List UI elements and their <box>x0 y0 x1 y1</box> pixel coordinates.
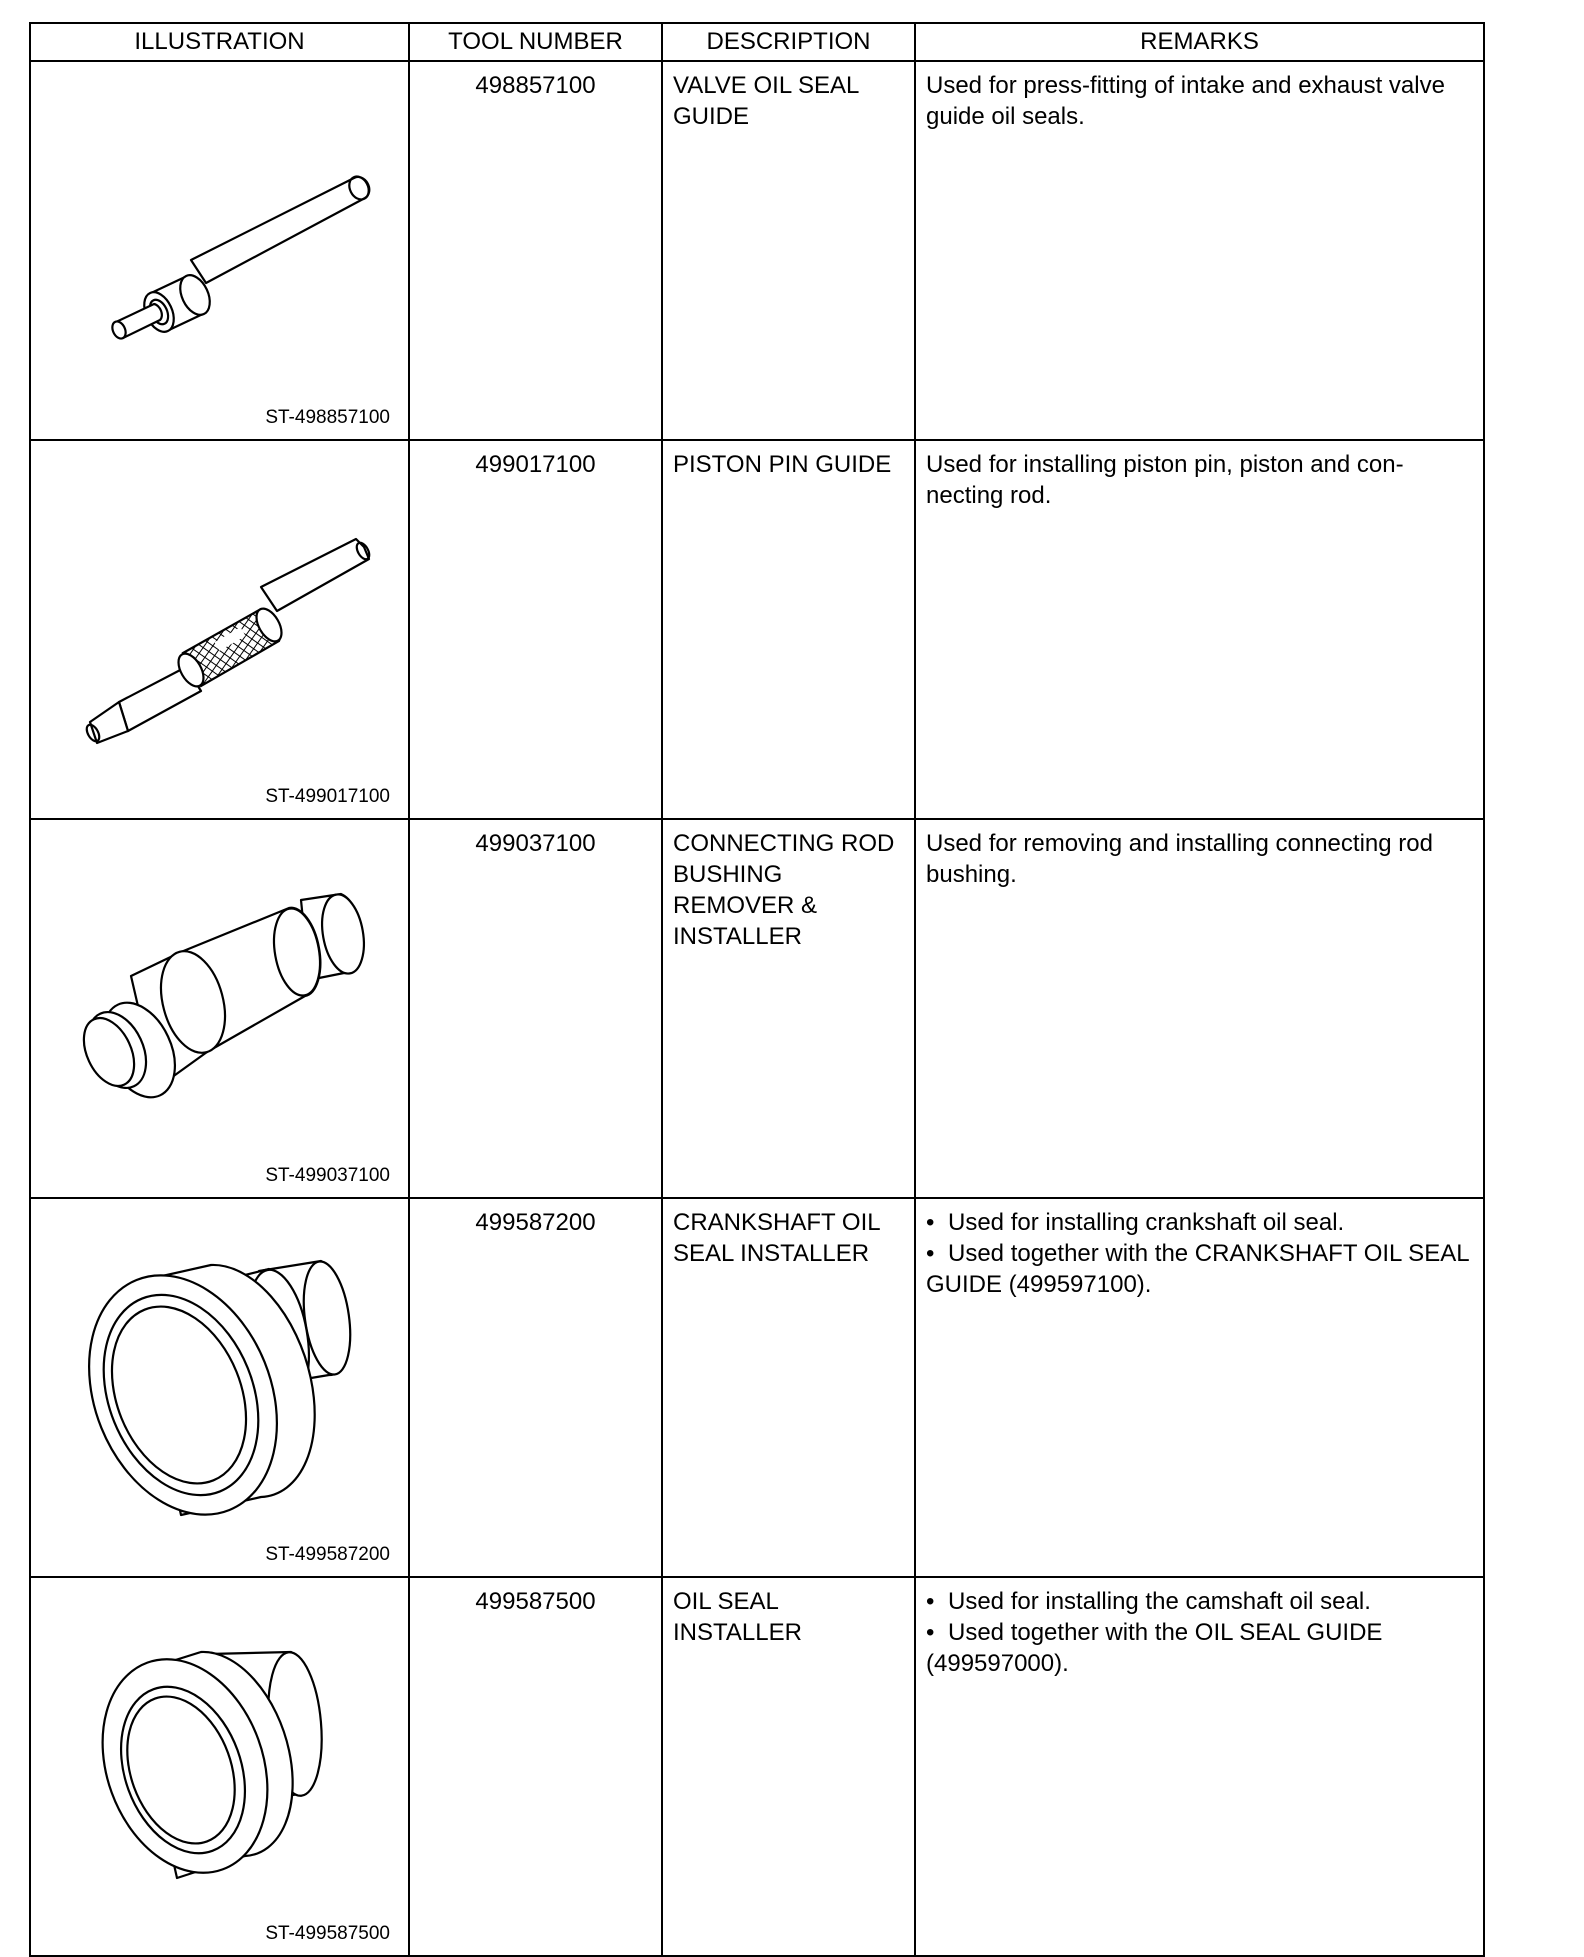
bullet: • <box>926 1588 935 1615</box>
bushing-remover-installer-illustration <box>31 820 408 1185</box>
header-description: DESCRIPTION <box>662 23 915 61</box>
description: CRANKSHAFT OIL SEAL INSTALLER <box>662 1198 915 1577</box>
remarks <box>915 1577 1484 1956</box>
remark-text: Used for installing the camshaft oil seal. <box>948 1588 1371 1615</box>
illustration-code: ST-499037100 <box>265 1165 390 1186</box>
list-item <box>926 1586 1471 1617</box>
oil-seal-installer-illustration <box>31 1578 408 1943</box>
list-item <box>926 1238 1471 1300</box>
illustration-cell <box>30 819 409 1198</box>
table-row <box>30 61 1484 440</box>
table-row <box>30 440 1484 819</box>
remarks <box>915 440 1484 819</box>
crankshaft-oil-seal-installer-illustration <box>31 1199 408 1564</box>
remark-text: Used for removing and installing connecting rod bushing. <box>926 830 1433 888</box>
tool-number: 499587500 <box>409 1577 662 1956</box>
bullet: • <box>926 1240 935 1267</box>
tool-number: 499017100 <box>409 440 662 819</box>
remark-text: Used together with the OIL SEAL GUIDE (499597000). <box>926 1619 1383 1677</box>
illustration-code: ST-499587500 <box>265 1923 390 1944</box>
illustration-cell <box>30 61 409 440</box>
remarks <box>915 1198 1484 1577</box>
special-tools-table <box>29 22 1485 1957</box>
illustration-code: ST-498857100 <box>265 407 390 428</box>
valve-oil-seal-guide-illustration <box>31 62 408 427</box>
header-illustration: ILLUSTRATION <box>30 23 409 61</box>
remark-text: Used for installing crankshaft oil seal. <box>948 1209 1345 1236</box>
table-row <box>30 819 1484 1198</box>
remark-text: Used for press-fitting of intake and exhaust valve guide oil seals. <box>926 72 1445 130</box>
remarks-list <box>926 1586 1471 1679</box>
bullet: • <box>926 1619 935 1646</box>
list-item <box>926 1617 1471 1679</box>
remarks <box>915 61 1484 440</box>
illustration-code: ST-499587200 <box>265 1544 390 1565</box>
tool-number: 499587200 <box>409 1198 662 1577</box>
remarks-list <box>926 1207 1471 1300</box>
tool-number: 498857100 <box>409 61 662 440</box>
table-row <box>30 1577 1484 1956</box>
bullet: • <box>926 1209 935 1236</box>
header-row <box>30 23 1484 61</box>
remark-text: Used together with the CRANKSHAFT OIL SEAL GUIDE (499597100). <box>926 1240 1469 1298</box>
illustration-cell <box>30 440 409 819</box>
description: OIL SEAL INSTALLER <box>662 1577 915 1956</box>
description: CONNECTING ROD BUSHING REMOVER & INSTALLER <box>662 819 915 1198</box>
illustration-cell <box>30 1198 409 1577</box>
table-row <box>30 1198 1484 1577</box>
illustration-cell <box>30 1577 409 1956</box>
list-item <box>926 1207 1471 1238</box>
tool-number: 499037100 <box>409 819 662 1198</box>
description: PISTON PIN GUIDE <box>662 440 915 819</box>
header-remarks: REMARKS <box>915 23 1484 61</box>
header-tool-number: TOOL NUMBER <box>409 23 662 61</box>
remark-text: Used for installing piston pin, piston and con-necting rod. <box>926 451 1404 509</box>
remarks <box>915 819 1484 1198</box>
piston-pin-guide-illustration <box>31 441 408 806</box>
description: VALVE OIL SEAL GUIDE <box>662 61 915 440</box>
illustration-code: ST-499017100 <box>265 786 390 807</box>
